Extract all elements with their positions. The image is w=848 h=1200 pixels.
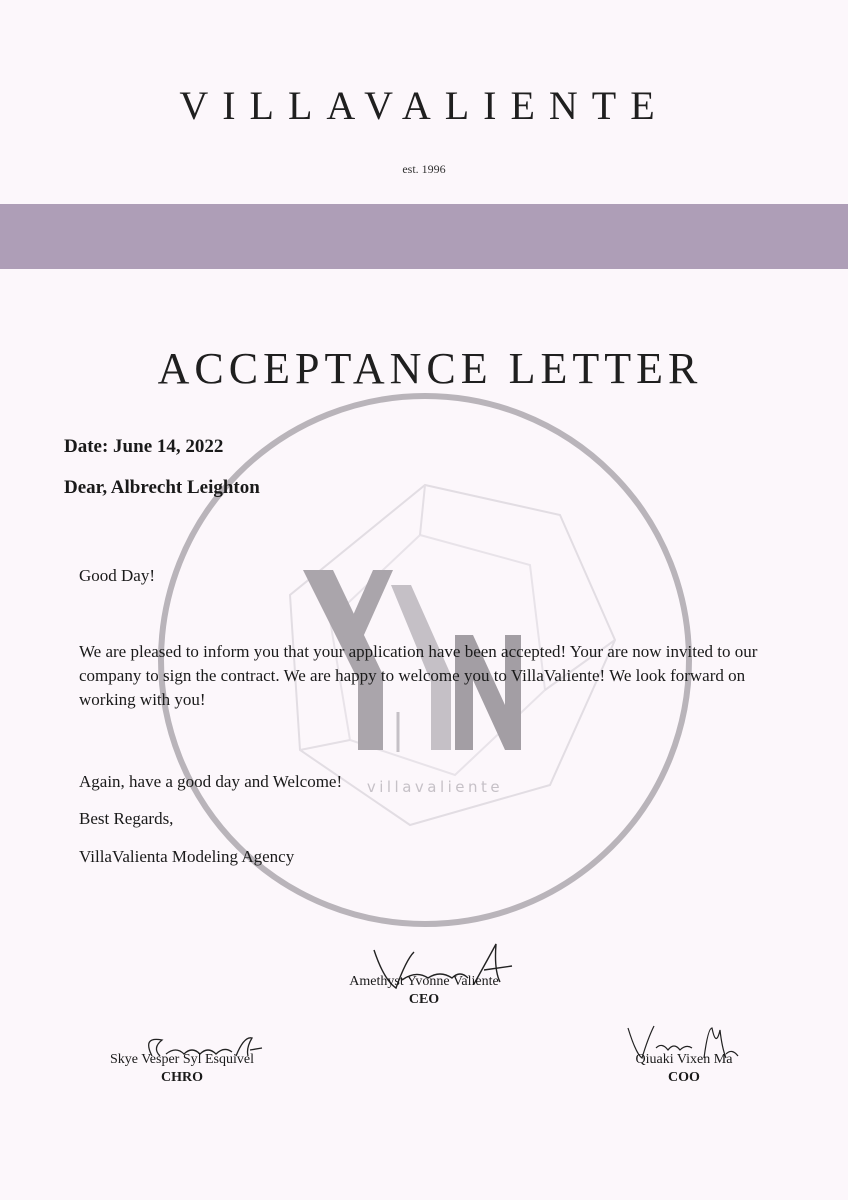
brand-name: VILLAVALIENTE (179, 83, 669, 128)
header-band (0, 204, 848, 269)
watermark-wordmark: villavaliente (366, 778, 504, 796)
chro-name: Skye Vesper Syl Esquivel (109, 1052, 254, 1067)
signature-block-chro (92, 1052, 272, 1086)
ceo-role: CEO (408, 992, 440, 1007)
salutation: Dear, Albrecht Leighton (64, 477, 260, 498)
closing-line: Again, have a good day and Welcome! (79, 772, 343, 791)
established-year: est. 1996 (402, 162, 446, 176)
signature-block-coo (614, 1052, 754, 1086)
agency-name: VillaValienta Modeling Agency (79, 847, 295, 866)
chro-signature (132, 1026, 312, 1076)
ceo-name: Amethyst Yvonne Valiente (349, 974, 499, 989)
coo-role: COO (668, 1070, 700, 1085)
ceo-signature (344, 940, 544, 1000)
letter-date: Date: June 14, 2022 (64, 436, 224, 457)
greeting: Good Day! (79, 566, 156, 585)
signature-block-ceo (324, 974, 524, 1008)
letter-title: ACCEPTANCE LETTER (157, 344, 703, 393)
coo-name: Qiuaki Vixen Ma (635, 1052, 733, 1067)
best-regards: Best Regards, (79, 809, 174, 828)
body-paragraph: We are pleased to inform you that your application have been accepted! Your are now invited to our company to sign the contract. We are happy to welcome you to VillaValiente! We look forward on working with you! (79, 642, 758, 709)
chro-role: CHRO (161, 1070, 203, 1085)
